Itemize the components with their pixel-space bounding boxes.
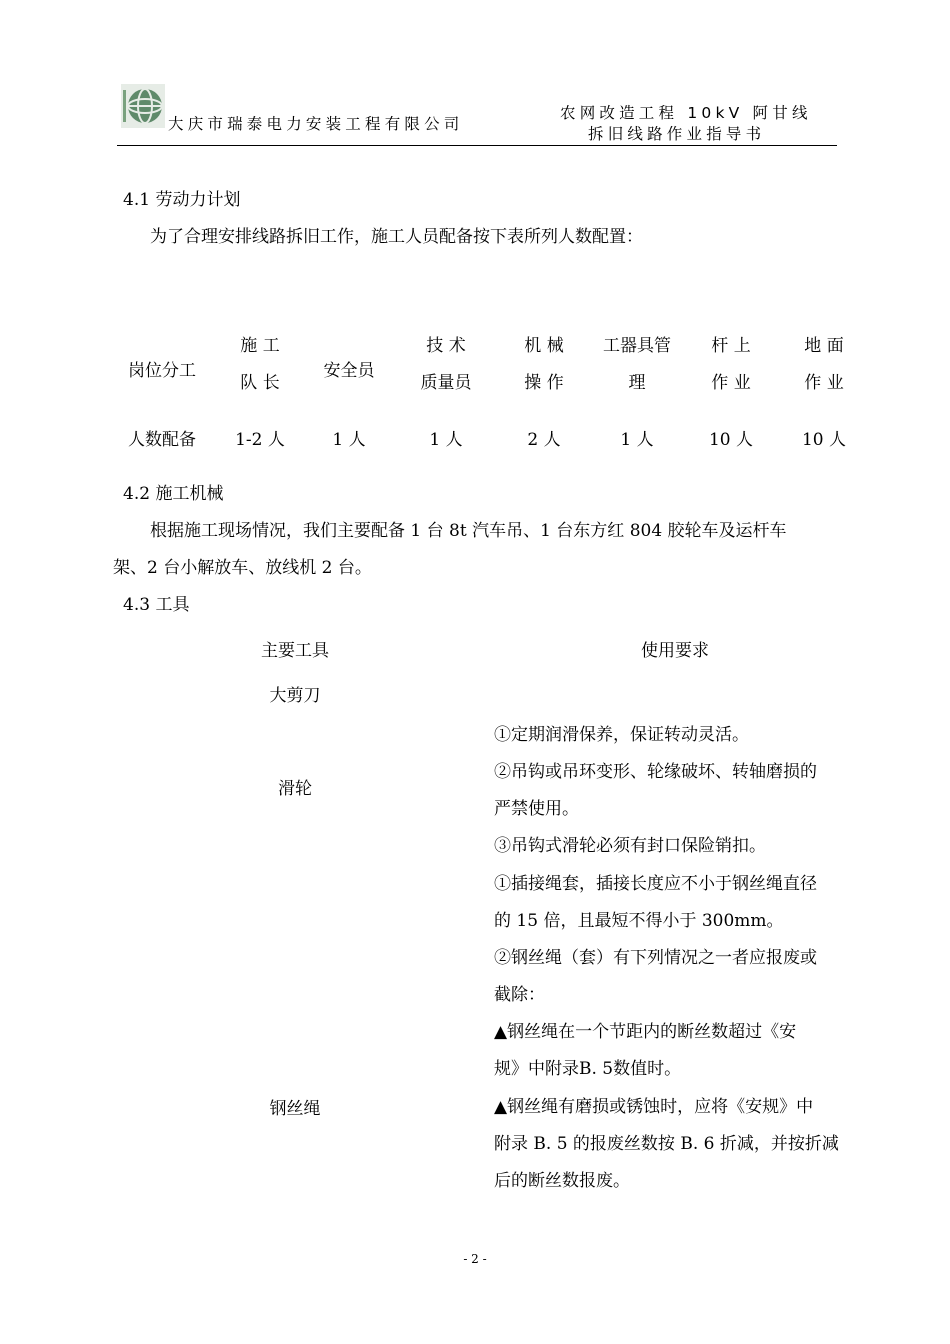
wire-rope-req-line: 的 15 倍，且最短不得小于 300mm。 bbox=[494, 911, 784, 931]
wire-rope-req-line: 附录 B. 5 的报废丝数按 B. 6 折减，并按折减 bbox=[494, 1134, 839, 1154]
company-logo-icon bbox=[121, 84, 165, 128]
section-4-1-heading: 4.1 劳动力计划 bbox=[123, 190, 241, 210]
section-4-1-intro: 为了合理安排线路拆旧工作，施工人员配备按下表所列人数配置： bbox=[150, 227, 643, 247]
tool-name-wire-rope: 钢丝绳 bbox=[269, 1099, 321, 1119]
pulley-req-line: ③吊钩式滑轮必须有封口保险销扣。 bbox=[494, 836, 766, 856]
labor-count-machinery: 2 人 bbox=[527, 430, 561, 450]
doc-title-line2: 拆旧线路作业指导书 bbox=[588, 125, 766, 143]
company-name: 大庆市瑞泰电力安装工程有限公司 bbox=[168, 115, 464, 133]
labor-row-label-count: 人数配备 bbox=[128, 430, 196, 450]
labor-count-tools-mgmt: 1 人 bbox=[620, 430, 654, 450]
page-number: - 2 - bbox=[463, 1252, 487, 1266]
labor-count-team-leader: 1-2 人 bbox=[235, 430, 285, 450]
wire-rope-req-line: 后的断丝数报废。 bbox=[494, 1171, 630, 1191]
wire-rope-req-line: 规》中附录B. 5数值时。 bbox=[494, 1059, 682, 1079]
tools-col-header-req: 使用要求 bbox=[641, 641, 709, 661]
wire-rope-req-line: ▲钢丝绳在一个节距内的断丝数超过《安 bbox=[494, 1022, 797, 1042]
labor-count-safety: 1 人 bbox=[332, 430, 366, 450]
pulley-req-line: ①定期润滑保养，保证转动灵活。 bbox=[494, 725, 749, 745]
wire-rope-req-line: 截除： bbox=[494, 985, 545, 1005]
labor-row-label-position: 岗位分工 bbox=[128, 361, 196, 381]
labor-col-ground-work: 地 面 作 业 bbox=[804, 336, 844, 393]
doc-title-line1: 农网改造工程 10kV 阿甘线 bbox=[560, 104, 812, 122]
labor-count-ground-work: 10 人 bbox=[801, 430, 847, 450]
labor-count-pole-work: 10 人 bbox=[708, 430, 754, 450]
section-4-2-heading: 4.2 施工机械 bbox=[123, 484, 224, 504]
labor-col-pole-work: 杆 上 作 业 bbox=[711, 336, 751, 393]
wire-rope-req-line: ①插接绳套，插接长度应不小于钢丝绳直径 bbox=[494, 874, 817, 894]
tools-col-header-tool: 主要工具 bbox=[261, 641, 329, 661]
labor-col-team-leader: 施 工 队 长 bbox=[240, 336, 280, 393]
labor-col-quality: 技 术 质量员 bbox=[420, 336, 472, 393]
header-rule bbox=[117, 145, 837, 146]
labor-col-safety: 安全员 bbox=[323, 361, 375, 381]
wire-rope-req-line: ▲钢丝绳有磨损或锈蚀时，应将《安规》中 bbox=[494, 1097, 814, 1117]
tool-name-scissors: 大剪刀 bbox=[269, 686, 321, 706]
labor-count-quality: 1 人 bbox=[429, 430, 463, 450]
labor-col-machinery: 机 械 操 作 bbox=[524, 336, 564, 393]
pulley-req-line: 严禁使用。 bbox=[494, 799, 579, 819]
section-4-3-heading: 4.3 工具 bbox=[123, 595, 190, 615]
section-4-2-para-line1: 根据施工现场情况，我们主要配备 1 台 8t 汽车吊、1 台东方红 804 胶轮车及运杆车 bbox=[150, 521, 787, 541]
section-4-2-para-line2: 架、2 台小解放车、放线机 2 台。 bbox=[113, 558, 372, 578]
tool-name-pulley: 滑轮 bbox=[278, 779, 312, 799]
pulley-req-line: ②吊钩或吊环变形、轮缘破坏、转轴磨损的 bbox=[494, 762, 817, 782]
wire-rope-req-line: ②钢丝绳（套）有下列情况之一者应报废或 bbox=[494, 948, 817, 968]
labor-col-tools-mgmt: 工器具管 理 bbox=[603, 336, 671, 393]
